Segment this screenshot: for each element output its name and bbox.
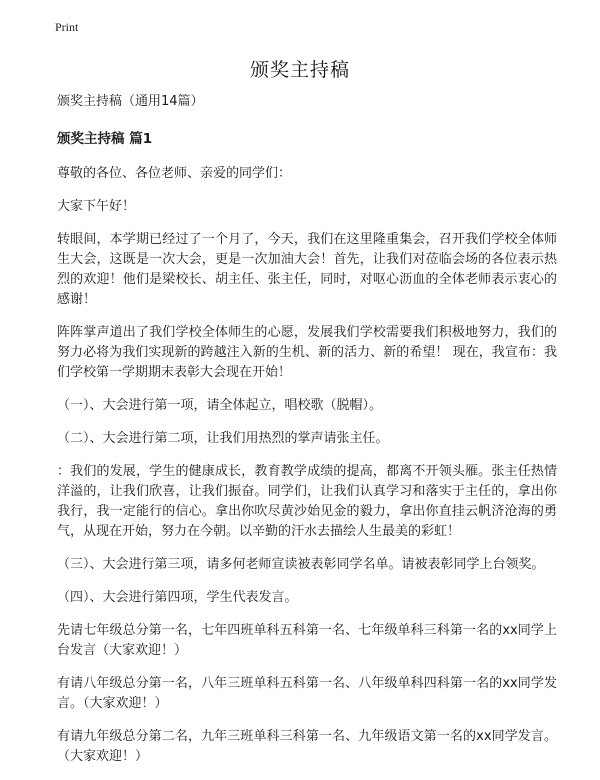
paragraph-item-4: （四）、大会进行第四项，学生代表发言。 — [57, 590, 298, 605]
paragraph-announcement: 阵阵掌声道出了我们学校全体师生的心愿，发展我们学校需要我们积极地努力，我们的努力必将为我们实现新的跨越注入新的生机、新的活力、新的希望！ 现在，我宣布：我们学校第一学期期末表彰大会现在开始！ — [57, 325, 557, 380]
paragraph-grade-9: 有请九年级总分第二名，九年三班单科三科第一名、九年级语文第一名的xx同学发言。（大家欢迎！） — [57, 729, 557, 764]
paragraph-opening: 转眼间，本学期已经过了一个月了，今天，我们在这里隆重集会，召开我们学校全体师生大会，这既是一次大会，更是一次加油大会！首先，让我们对莅临会场的各位表示热烈的欢迎！他们是梁校长、胡主任、张主任，同时，对呕心沥血的全体老师表示衷心的感谢！ — [57, 232, 557, 307]
paragraph-grade-7: 先请七年级总分第一名，七年四班单科五科第一名、七年级单科三科第一名的xx同学上台发言（大家欢迎！） — [57, 623, 557, 658]
document-body — [57, 92, 557, 780]
paragraph-encouragement: ：我们的发展，学生的健康成长，教育教学成绩的提高，都离不开领头雁。张主任热情洋溢的，让我们欣喜，让我们振奋。同学们，让我们认真学习和落实于主任的，拿出你我行，我一定能行的信心。拿出你吹尽黄沙始见金的毅力，拿出你直挂云帆济沧海的勇气，从现在开始，努力在今朝。以辛勤的汗水去描绘人生最美的彩虹！ — [57, 464, 557, 539]
document-subtitle: 颁奖主持稿（通用14篇） — [57, 94, 204, 109]
paragraph-item-1: （一）、大会进行第一项，请全体起立，唱校歌（脱帽）。 — [57, 398, 383, 413]
print-link[interactable]: Print — [55, 20, 79, 34]
paragraph-grade-8: 有请八年级总分第一名，八年三班单科五科第一名、八年级单科四科第一名的xx同学发言。（大家欢迎！） — [57, 676, 557, 711]
paragraph-item-3: （三）、大会进行第三项，请多何老师宣读被表彰同学名单。请被表彰同学上台领奖。 — [57, 557, 545, 572]
paragraph-item-2: （二）、大会进行第二项，让我们用热烈的掌声请张主任。 — [57, 431, 389, 446]
page-title: 颁奖主持稿 — [249, 59, 350, 81]
paragraph-greeting: 大家下午好！ — [57, 199, 136, 214]
section-heading: 颁奖主持稿 篇1 — [57, 131, 153, 147]
paragraph-salutation: 尊敬的各位、各位老师、亲爱的同学们： — [57, 166, 292, 181]
